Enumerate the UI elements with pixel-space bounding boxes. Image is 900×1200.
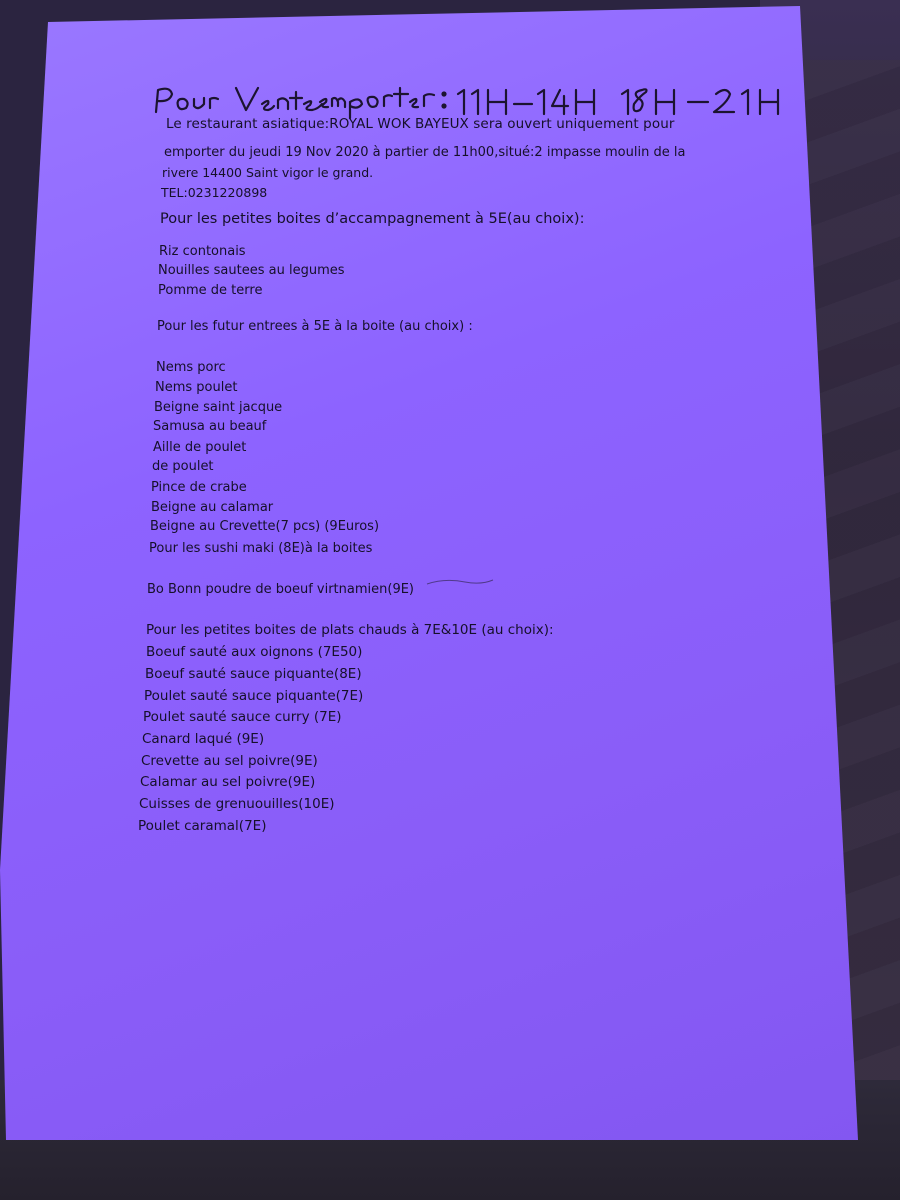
plats-heading: Pour les petites boites de plats chauds à 7E&10E (au choix): xyxy=(146,622,554,638)
entree-item: Pince de crabe xyxy=(151,480,247,495)
plat-item: Cuisses de grenuouilles(10E) xyxy=(139,796,335,812)
entree-item: Nems porc xyxy=(156,360,226,375)
entree-item: Beigne saint jacque xyxy=(154,400,283,415)
accompagnement-item: Riz contonais xyxy=(159,244,246,259)
plat-item: Poulet sauté sauce curry (7E) xyxy=(143,709,342,725)
entree-item: Aille de poulet xyxy=(153,440,247,455)
plat-item: Poulet caramal(7E) xyxy=(138,818,267,834)
header-line-1: Le restaurant asiatique:ROYAL WOK BAYEUX sera ouvert uniquement pour xyxy=(166,116,675,132)
entree-item: Pour les sushi maki (8E)à la boites xyxy=(149,541,373,556)
pen-scribble xyxy=(425,576,495,588)
phone-number: TEL:0231220898 xyxy=(161,185,268,200)
accompagnement-item: Nouilles sautees au legumes xyxy=(158,263,345,278)
entree-item: Nems poulet xyxy=(155,380,238,395)
plat-item: Poulet sauté sauce piquante(7E) xyxy=(144,688,364,704)
entree-item: Beigne au calamar xyxy=(151,500,274,515)
header-line-3: rivere 14400 Saint vigor le grand. xyxy=(162,165,374,180)
plat-item: Calamar au sel poivre(9E) xyxy=(140,774,316,790)
plat-item: Boeuf sauté sauce piquante(8E) xyxy=(145,666,362,682)
plat-item: Crevette au sel poivre(9E) xyxy=(141,753,318,769)
accompagnement-heading: Pour les petites boites d’accampagnement à 5E(au choix): xyxy=(160,211,585,227)
plat-item: Boeuf sauté aux oignons (7E50) xyxy=(146,644,363,660)
plat-item: Canard laqué (9E) xyxy=(142,731,265,747)
accompagnement-item: Pomme de terre xyxy=(158,283,263,298)
entree-item: de poulet xyxy=(152,459,214,474)
header-line-2: emporter du jeudi 19 Nov 2020 à partier de 11h00,situé:2 impasse moulin de la xyxy=(164,145,686,160)
entree-item: Samusa au beauf xyxy=(153,419,267,434)
entree-item: Beigne au Crevette(7 pcs) (9Euros) xyxy=(150,519,380,534)
entrees-heading: Pour les futur entrees à 5E à la boite (au choix) : xyxy=(157,319,473,334)
bo-bun-item: Bo Bonn poudre de boeuf virtnamien(9E) xyxy=(147,582,415,597)
